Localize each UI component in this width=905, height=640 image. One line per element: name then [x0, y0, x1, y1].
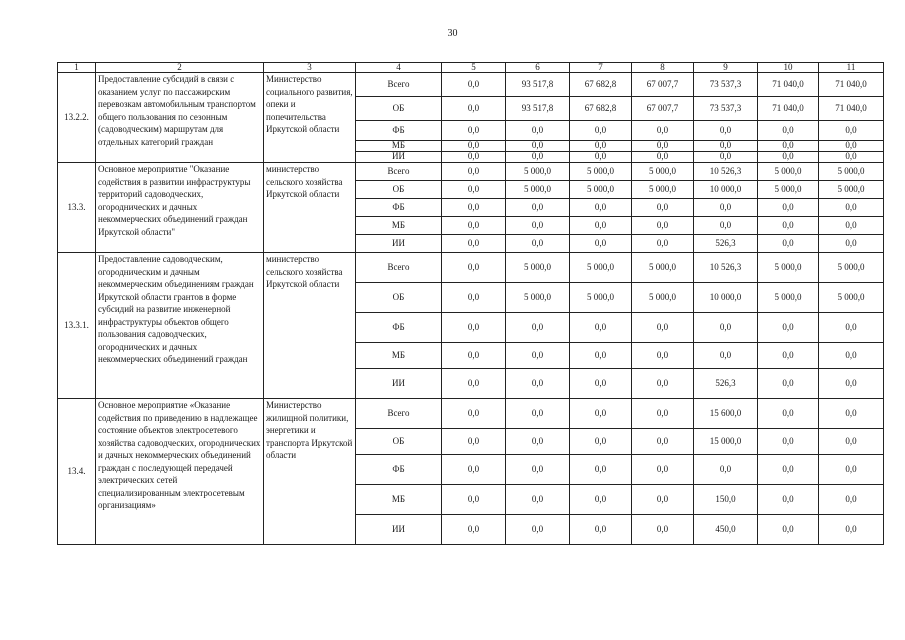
- amount-cell: 0,0: [819, 343, 884, 369]
- amount-cell: 0,0: [632, 313, 694, 343]
- amount-cell: 0,0: [442, 181, 506, 199]
- amount-cell: 526,3: [694, 235, 758, 253]
- amount-cell: 0,0: [506, 235, 570, 253]
- table-body: [58, 73, 884, 545]
- funding-source: Всего: [356, 399, 442, 429]
- amount-cell: 0,0: [506, 369, 570, 399]
- funding-source: ФБ: [356, 121, 442, 141]
- amount-cell: 93 517,8: [506, 73, 570, 97]
- column-header: 4: [356, 63, 442, 73]
- amount-cell: 73 537,3: [694, 73, 758, 97]
- amount-cell: 0,0: [758, 121, 819, 141]
- amount-cell: 0,0: [570, 313, 632, 343]
- amount-cell: 0,0: [570, 152, 632, 163]
- funding-source: ОБ: [356, 97, 442, 121]
- funding-source: Всего: [356, 163, 442, 181]
- amount-cell: 0,0: [570, 369, 632, 399]
- amount-cell: 0,0: [570, 217, 632, 235]
- amount-cell: 5 000,0: [570, 253, 632, 283]
- page-number: 30: [447, 28, 458, 39]
- amount-cell: 0,0: [632, 399, 694, 429]
- budget-table: [57, 62, 884, 545]
- column-header: 10: [758, 63, 819, 73]
- amount-cell: 0,0: [632, 217, 694, 235]
- amount-cell: 0,0: [694, 343, 758, 369]
- amount-cell: 0,0: [819, 121, 884, 141]
- amount-cell: 0,0: [758, 141, 819, 152]
- amount-cell: 5 000,0: [758, 253, 819, 283]
- item-code: 13.4.: [58, 399, 96, 545]
- funding-source: Всего: [356, 73, 442, 97]
- amount-cell: 0,0: [570, 235, 632, 253]
- item-description: Основное мероприятие "Оказание содействия в развитии инфраструктуры территорий садоводческих, огороднических и дачных некоммерческих объединений граждан Иркутской области": [96, 163, 264, 253]
- amount-cell: 0,0: [819, 429, 884, 455]
- amount-cell: 5 000,0: [632, 181, 694, 199]
- amount-cell: 67 007,7: [632, 73, 694, 97]
- amount-cell: 0,0: [694, 121, 758, 141]
- amount-cell: 0,0: [442, 141, 506, 152]
- amount-cell: 5 000,0: [506, 181, 570, 199]
- amount-cell: 0,0: [632, 152, 694, 163]
- amount-cell: 0,0: [632, 199, 694, 217]
- item-executor: Министерство социального развития, опеки и попечительства Иркутской области: [264, 73, 356, 163]
- amount-cell: 0,0: [819, 369, 884, 399]
- column-header: 8: [632, 63, 694, 73]
- amount-cell: 0,0: [442, 369, 506, 399]
- amount-cell: 15 000,0: [694, 429, 758, 455]
- amount-cell: 0,0: [819, 217, 884, 235]
- amount-cell: 0,0: [694, 152, 758, 163]
- amount-cell: 5 000,0: [632, 163, 694, 181]
- amount-cell: 67 682,8: [570, 73, 632, 97]
- item-description: Предоставление садоводческим, огородническим и дачным некоммерческим объединениям граждан Иркутской области грантов в форме субсидий на развитие инженерной инфраструктуры объектов общего пользования садоводческих, огороднических и дачных некоммерческих объединений граждан: [96, 253, 264, 399]
- amount-cell: 0,0: [758, 235, 819, 253]
- amount-cell: 450,0: [694, 515, 758, 545]
- column-header: 11: [819, 63, 884, 73]
- amount-cell: 0,0: [758, 429, 819, 455]
- amount-cell: 0,0: [506, 429, 570, 455]
- amount-cell: 0,0: [758, 343, 819, 369]
- amount-cell: 0,0: [442, 235, 506, 253]
- amount-cell: 10 526,3: [694, 253, 758, 283]
- amount-cell: 0,0: [819, 235, 884, 253]
- funding-source: ФБ: [356, 455, 442, 485]
- table-row: [58, 253, 884, 283]
- amount-cell: 0,0: [694, 141, 758, 152]
- amount-cell: 0,0: [442, 399, 506, 429]
- amount-cell: 0,0: [442, 121, 506, 141]
- header-row: [58, 63, 884, 73]
- table-row: [58, 73, 884, 97]
- amount-cell: 0,0: [506, 455, 570, 485]
- amount-cell: 0,0: [570, 141, 632, 152]
- amount-cell: 5 000,0: [758, 163, 819, 181]
- amount-cell: 5 000,0: [819, 181, 884, 199]
- funding-source: ОБ: [356, 283, 442, 313]
- amount-cell: 0,0: [506, 343, 570, 369]
- amount-cell: 0,0: [442, 515, 506, 545]
- amount-cell: 73 537,3: [694, 97, 758, 121]
- amount-cell: 0,0: [758, 485, 819, 515]
- amount-cell: 0,0: [819, 515, 884, 545]
- amount-cell: 5 000,0: [819, 163, 884, 181]
- amount-cell: 0,0: [442, 485, 506, 515]
- item-executor: министерство сельского хозяйства Иркутской области: [264, 163, 356, 253]
- amount-cell: 0,0: [570, 429, 632, 455]
- amount-cell: 67 007,7: [632, 97, 694, 121]
- funding-source: ОБ: [356, 429, 442, 455]
- table-header: [58, 63, 884, 73]
- amount-cell: 0,0: [442, 313, 506, 343]
- amount-cell: 0,0: [570, 199, 632, 217]
- amount-cell: 0,0: [506, 515, 570, 545]
- amount-cell: 0,0: [758, 455, 819, 485]
- amount-cell: 0,0: [442, 199, 506, 217]
- amount-cell: 0,0: [570, 399, 632, 429]
- amount-cell: 10 000,0: [694, 283, 758, 313]
- amount-cell: 0,0: [694, 199, 758, 217]
- amount-cell: 0,0: [442, 429, 506, 455]
- amount-cell: 0,0: [506, 121, 570, 141]
- amount-cell: 0,0: [570, 455, 632, 485]
- amount-cell: 0,0: [442, 283, 506, 313]
- amount-cell: 0,0: [506, 152, 570, 163]
- funding-source: МБ: [356, 217, 442, 235]
- amount-cell: 0,0: [758, 199, 819, 217]
- amount-cell: 0,0: [758, 399, 819, 429]
- amount-cell: 5 000,0: [570, 163, 632, 181]
- amount-cell: 0,0: [442, 152, 506, 163]
- amount-cell: 71 040,0: [758, 97, 819, 121]
- amount-cell: 0,0: [570, 485, 632, 515]
- amount-cell: 0,0: [632, 343, 694, 369]
- funding-source: ФБ: [356, 313, 442, 343]
- amount-cell: 0,0: [442, 455, 506, 485]
- amount-cell: 10 000,0: [694, 181, 758, 199]
- amount-cell: 150,0: [694, 485, 758, 515]
- amount-cell: 0,0: [694, 217, 758, 235]
- amount-cell: 0,0: [819, 152, 884, 163]
- amount-cell: 5 000,0: [819, 283, 884, 313]
- item-code: 13.3.: [58, 163, 96, 253]
- table-row: [58, 399, 884, 429]
- amount-cell: 0,0: [442, 217, 506, 235]
- funding-source: ИИ: [356, 152, 442, 163]
- funding-source: ОБ: [356, 181, 442, 199]
- amount-cell: 71 040,0: [819, 73, 884, 97]
- funding-source: МБ: [356, 485, 442, 515]
- amount-cell: 0,0: [570, 515, 632, 545]
- amount-cell: 5 000,0: [570, 181, 632, 199]
- funding-source: ИИ: [356, 369, 442, 399]
- amount-cell: 71 040,0: [758, 73, 819, 97]
- column-header: 5: [442, 63, 506, 73]
- amount-cell: 5 000,0: [506, 163, 570, 181]
- amount-cell: 5 000,0: [506, 253, 570, 283]
- column-header: 9: [694, 63, 758, 73]
- amount-cell: 0,0: [819, 141, 884, 152]
- amount-cell: 5 000,0: [819, 253, 884, 283]
- column-header: 3: [264, 63, 356, 73]
- amount-cell: 0,0: [442, 163, 506, 181]
- amount-cell: 0,0: [506, 217, 570, 235]
- amount-cell: 0,0: [506, 399, 570, 429]
- amount-cell: 0,0: [506, 199, 570, 217]
- amount-cell: 0,0: [632, 455, 694, 485]
- amount-cell: 0,0: [758, 152, 819, 163]
- amount-cell: 0,0: [819, 313, 884, 343]
- item-code: 13.2.2.: [58, 73, 96, 163]
- amount-cell: 0,0: [570, 343, 632, 369]
- amount-cell: 5 000,0: [758, 181, 819, 199]
- amount-cell: 0,0: [819, 485, 884, 515]
- amount-cell: 5 000,0: [632, 283, 694, 313]
- amount-cell: 0,0: [632, 369, 694, 399]
- amount-cell: 0,0: [632, 121, 694, 141]
- funding-source: Всего: [356, 253, 442, 283]
- amount-cell: 0,0: [694, 313, 758, 343]
- item-code: 13.3.1.: [58, 253, 96, 399]
- item-executor: Министерство жилищной политики, энергетики и транспорта Иркутской области: [264, 399, 356, 545]
- amount-cell: 0,0: [570, 121, 632, 141]
- amount-cell: 0,0: [506, 313, 570, 343]
- amount-cell: 0,0: [506, 141, 570, 152]
- amount-cell: 0,0: [632, 235, 694, 253]
- amount-cell: 0,0: [819, 399, 884, 429]
- item-executor: министерство сельского хозяйства Иркутской области: [264, 253, 356, 399]
- amount-cell: 15 600,0: [694, 399, 758, 429]
- funding-source: МБ: [356, 141, 442, 152]
- amount-cell: 0,0: [632, 429, 694, 455]
- amount-cell: 0,0: [442, 97, 506, 121]
- amount-cell: 0,0: [506, 485, 570, 515]
- column-header: 1: [58, 63, 96, 73]
- amount-cell: 0,0: [758, 515, 819, 545]
- amount-cell: 0,0: [819, 455, 884, 485]
- amount-cell: 5 000,0: [570, 283, 632, 313]
- funding-source: ИИ: [356, 515, 442, 545]
- amount-cell: 5 000,0: [632, 253, 694, 283]
- table-row: [58, 163, 884, 181]
- amount-cell: 67 682,8: [570, 97, 632, 121]
- amount-cell: 5 000,0: [758, 283, 819, 313]
- amount-cell: 0,0: [442, 343, 506, 369]
- amount-cell: 0,0: [758, 369, 819, 399]
- amount-cell: 0,0: [758, 217, 819, 235]
- amount-cell: 71 040,0: [819, 97, 884, 121]
- amount-cell: 93 517,8: [506, 97, 570, 121]
- funding-source: ИИ: [356, 235, 442, 253]
- amount-cell: 5 000,0: [506, 283, 570, 313]
- item-description: Основное мероприятие «Оказание содействия по приведению в надлежащее состояние объектов электросетевого хозяйства садоводческих, огороднических и дачных некоммерческих объединений граждан с последующей передачей электрических сетей специализированным электросетевым организациям»: [96, 399, 264, 545]
- amount-cell: 0,0: [758, 313, 819, 343]
- amount-cell: 0,0: [819, 199, 884, 217]
- amount-cell: 0,0: [442, 253, 506, 283]
- amount-cell: 10 526,3: [694, 163, 758, 181]
- amount-cell: 0,0: [632, 515, 694, 545]
- amount-cell: 526,3: [694, 369, 758, 399]
- funding-source: МБ: [356, 343, 442, 369]
- amount-cell: 0,0: [442, 73, 506, 97]
- column-header: 7: [570, 63, 632, 73]
- column-header: 6: [506, 63, 570, 73]
- amount-cell: 0,0: [632, 485, 694, 515]
- amount-cell: 0,0: [632, 141, 694, 152]
- funding-source: ФБ: [356, 199, 442, 217]
- column-header: 2: [96, 63, 264, 73]
- item-description: Предоставление субсидий в связи с оказанием услуг по пассажирским перевозкам автомобильным транспортом общего пользования по сезонным (садоводческим) маршрутам для отдельных категорий граждан: [96, 73, 264, 163]
- amount-cell: 0,0: [694, 455, 758, 485]
